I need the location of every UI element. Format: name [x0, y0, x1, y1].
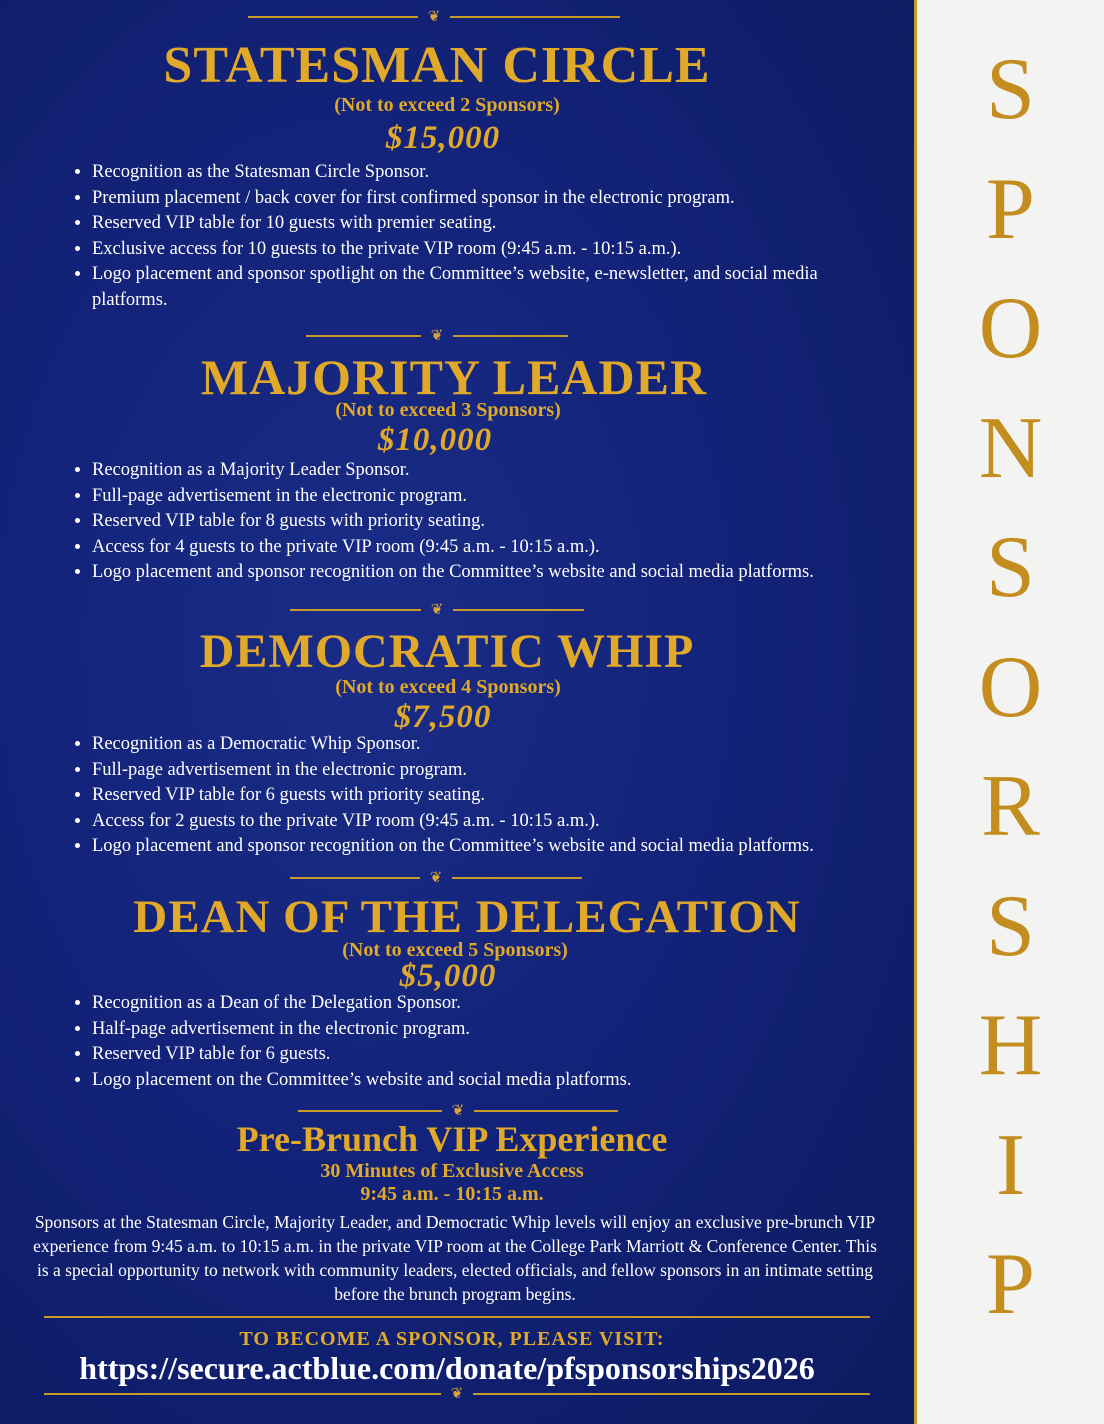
title-letter: N — [978, 399, 1043, 497]
ornamental-divider — [306, 327, 568, 345]
benefit-item: • Logo placement and sponsor recognition on the Committee’s website and social media platforms. — [92, 834, 922, 860]
benefit-item: • Reserved VIP table for 8 guests with priority seating. — [92, 509, 922, 535]
scroll-flourish-icon: ❦ — [430, 328, 444, 344]
tier-price: $15,000 — [385, 120, 501, 156]
benefit-item: • Reserved VIP table for 6 guests with priority seating. — [92, 783, 922, 809]
tier-limit: (Not to exceed 5 Sponsors) — [342, 939, 568, 961]
benefit-item: • Access for 2 guests to the private VIP room (9:45 a.m. - 10:15 a.m.). — [92, 809, 922, 835]
benefit-item: • Premium placement / back cover for first confirmed sponsor in the electronic program. — [92, 186, 922, 212]
pre-brunch-time: 9:45 a.m. - 10:15 a.m. — [360, 1183, 544, 1205]
title-letter: S — [986, 877, 1035, 975]
tier-title: STATESMAN CIRCLE — [163, 37, 711, 94]
benefit-item: • Logo placement on the Committee’s website and social media platforms. — [92, 1068, 922, 1094]
ornamental-divider — [44, 1385, 870, 1403]
ornamental-divider — [290, 869, 582, 887]
benefit-item: • Exclusive access for 10 guests to the private VIP room (9:45 a.m. - 10:15 a.m.). — [92, 237, 922, 263]
pre-brunch-subtitle: 30 Minutes of Exclusive Access — [320, 1160, 584, 1182]
tier-benefits-list — [60, 732, 922, 860]
vertical-sponsorship-title — [917, 30, 1104, 1345]
benefit-item: • Half-page advertisement in the electronic program. — [92, 1017, 922, 1043]
tier-title: DEMOCRATIC WHIP — [199, 625, 695, 678]
title-letter: S — [986, 519, 1035, 616]
ornamental-divider — [290, 601, 584, 619]
title-letter: S — [986, 41, 1035, 138]
benefit-item: • Full-page advertisement in the electronic program. — [92, 484, 922, 510]
title-letter: R — [981, 758, 1040, 855]
ornamental-divider — [248, 8, 620, 26]
title-letter: H — [978, 997, 1043, 1094]
benefit-item: • Logo placement and sponsor spotlight on the Committee’s website, e-newsletter, and social media platforms. — [92, 262, 822, 313]
benefit-item: • Full-page advertisement in the electronic program. — [92, 758, 922, 784]
benefit-item: • Logo placement and sponsor recognition on the Committee’s website and social media platforms. — [92, 560, 922, 586]
tier-title: DEAN OF THE DELEGATION — [133, 891, 801, 943]
sponsor-link[interactable]: https://secure.actblue.com/donate/pfsponsorships2026 — [79, 1350, 815, 1386]
benefit-item: • Recognition as a Dean of the Delegation Sponsor. — [92, 991, 922, 1017]
sponsorship-side-banner — [914, 0, 1104, 1424]
pre-brunch-title: Pre-Brunch VIP Experience — [236, 1119, 668, 1159]
benefit-item: • Reserved VIP table for 6 guests. — [92, 1042, 922, 1068]
tier-price: $7,500 — [394, 699, 492, 735]
tier-limit: (Not to exceed 4 Sponsors) — [335, 676, 561, 698]
title-letter: O — [978, 280, 1043, 377]
scroll-flourish-icon: ❦ — [427, 9, 441, 25]
tier-benefits-list — [60, 160, 922, 313]
benefit-item: • Recognition as a Democratic Whip Sponsor. — [92, 732, 922, 758]
cta-rule — [44, 1316, 870, 1318]
title-letter: O — [978, 638, 1043, 736]
tier-limit: (Not to exceed 3 Sponsors) — [335, 399, 561, 421]
title-letter: P — [986, 1236, 1035, 1333]
benefit-item: • Reserved VIP table for 10 guests with premier seating. — [92, 211, 922, 237]
scroll-flourish-icon: ❦ — [450, 1386, 464, 1402]
benefit-item: • Recognition as a Majority Leader Sponsor. — [92, 458, 922, 484]
tier-benefits-list — [60, 991, 922, 1093]
cta-label: TO BECOME A SPONSOR, PLEASE VISIT: — [239, 1328, 665, 1350]
benefit-item: • Recognition as the Statesman Circle Sponsor. — [92, 160, 922, 186]
benefit-item: • Access for 4 guests to the private VIP room (9:45 a.m. - 10:15 a.m.). — [92, 535, 922, 561]
title-letter: I — [995, 1116, 1026, 1214]
tier-price: $5,000 — [399, 958, 497, 994]
tier-benefits-list — [60, 458, 922, 586]
scroll-flourish-icon: ❦ — [430, 602, 444, 618]
tier-limit: (Not to exceed 2 Sponsors) — [334, 94, 560, 116]
pre-brunch-description: Sponsors at the Statesman Circle, Majority Leader, and Democratic Whip levels will enjoy an exclusive pre-brunch VIP experience from 9:45 a.m. to 10:15 a.m. in the private VIP room at the College Park Marriott & Conference Center. This is a special opportunity to network with community leaders, elected officials, and fellow sponsors in an intimate setting before the brunch program begins. — [33, 1212, 877, 1304]
scroll-flourish-icon: ❦ — [429, 870, 443, 886]
title-letter: P — [986, 160, 1035, 258]
scroll-flourish-icon: ❦ — [451, 1103, 465, 1119]
tier-price: $10,000 — [377, 422, 493, 458]
tier-title: MAJORITY LEADER — [200, 349, 708, 405]
